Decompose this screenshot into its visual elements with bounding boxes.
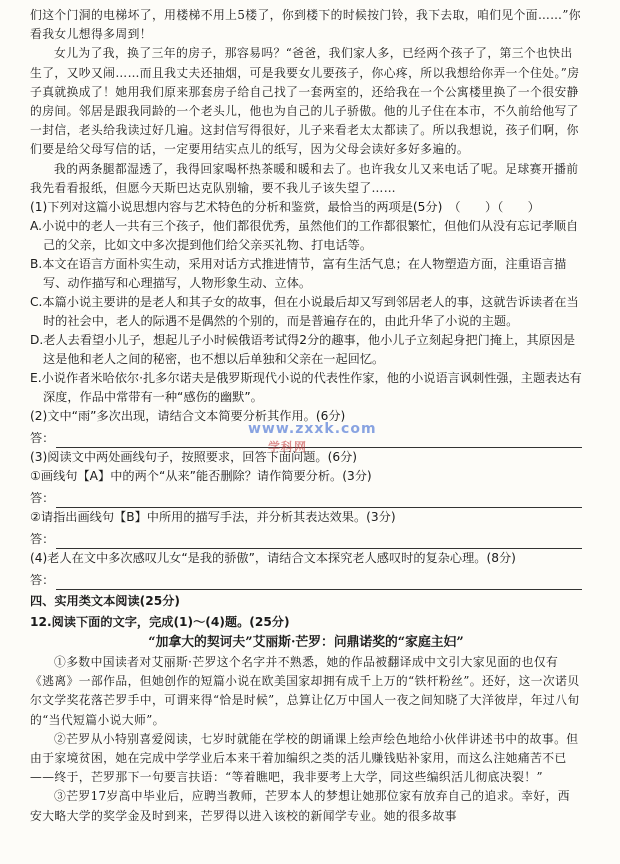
answer-label: 答：: [30, 532, 55, 547]
section-heading: 四、实用类文本阅读(25分): [30, 594, 180, 609]
option-d: D.老人去看望小儿子，想起儿子小时候俄语考试得2分的趣事，他小儿子立刻起身把门掩上，其原因是这是他和老人之间的秘密，也不想以后单独和父亲在一起回忆。: [30, 333, 576, 367]
option-c: C.本篇小说主要讲的是老人和其子女的故事，但在小说最后却又写到邻居老人的事，这就告诉读者在当时的社会中，老人的际遇不是偶然的个别的，而是普遍存在的，由此升华了小说的主题。: [30, 295, 579, 329]
article-text: [30, 653, 582, 826]
question-stem: (3)阅读文中两处画线句子，按照要求，回答下面问题。(6分): [30, 450, 358, 465]
question-12-stem: 12.阅读下面的文字，完成(1)～(4)题。(25分): [30, 615, 290, 630]
question-stem: (1)下列对这篇小说思想内容与艺术特色的分析和鉴赏，最恰当的两项是(5分) （ ）（ ）: [30, 200, 540, 215]
article-paragraph: ①多数中国读者对艾丽斯·芒罗这个名字并不熟悉，她的作品被翻译成中文引大家见面的也仅有《逃离》一部作品，但她创作的短篇小说在欧美国家却拥有成千上万的“铁杆粉丝”。还好，这一次诺贝尔文学奖花落芒罗手中，可谓来得“恰是时候”，总算让亿万中国人一夜之间知晓了大洋彼岸，年过八旬的“当代短篇小说大师”。: [30, 655, 580, 727]
story-paragraph: 女儿为了我，换了三年的房子，那容易吗？“爸爸，我们家人多，已经两个孩子了，第三个也快出生了，又吵又闹……而且我丈夫还抽烟，可是我要女儿要孩子，你心疼，所以我想给你弄一个住处。”房子真就换成了！她用我们原来那套房子给自己找了一套两室的，还给我在一个公寓楼里换了一个很安静的房间。邻居是跟我同龄的一个老头儿，他也为自己的儿子骄傲。他的儿子住在本市，不久前给他写了一封信，老头给我读过好几遍。这封信写得很好，儿子来看老太太都读了。所以我想说，孩子们啊，你们要是给父母写信的话，一定要用结实点儿的纸写，因为父母会读好多好多遍的。: [30, 46, 580, 157]
question-3: [30, 448, 582, 549]
sub-question: ②请指出画线句【B】中所用的描写手法，并分析其表达效果。(3分): [30, 510, 396, 525]
answer-blank[interactable]: [56, 433, 582, 448]
answer-label: 答：: [30, 491, 55, 506]
option-e: E.小说作者米哈依尔·扎多尔诺夫是俄罗斯现代小说的代表性作家，他的小说语言讽刺性强，主题表达有深度，作品中常带有一种“感伤的幽默”。: [30, 371, 582, 405]
article-title: “加拿大的契诃夫”艾丽斯·芒罗：问鼎诺奖的“家庭主妇”: [148, 635, 464, 651]
question-stem: (4)老人在文中多次感叹儿女“是我的骄傲”，请结合文本探究老人感叹时的复杂心理。(8分): [30, 551, 516, 566]
option-a: A.小说中的老人一共有三个孩子，他们都很优秀，虽然他们的工作都很繁忙，但他们从没有忘记孝顺自己的父亲，比如文中多次提到他们给父亲买礼物、打电话等。: [30, 219, 579, 253]
watermark-text: 学科网: [268, 440, 308, 454]
answer-line[interactable]: [30, 527, 582, 549]
answer-blank[interactable]: [56, 534, 582, 549]
answer-line[interactable]: [30, 568, 582, 590]
article-paragraph: ②芒罗从小特别喜爱阅读，七岁时就能在学校的朗诵课上绘声绘色地给小伙伴讲述书中的故事。但由于家境贫困，她在完成中学学业后本来干着加编织之类的活儿赚钱贴补家用，而这么注她痛苦不已——终于，芒罗那下一句要言扶语：“等着瞧吧，我非要考上大学，同这些编织活儿彻底决裂！”: [30, 731, 579, 785]
answer-blank[interactable]: [56, 493, 582, 508]
story-paragraph: 们这个门洞的电梯坏了，用楼梯不用上5楼了，你到楼下的时候按门铃，我下去取，咱们见个面……”你看我女儿想得多周到！: [30, 8, 582, 42]
question-2: [30, 407, 582, 448]
answer-line[interactable]: [30, 426, 582, 448]
answer-blank[interactable]: [56, 575, 582, 590]
question-1: [30, 198, 582, 407]
answer-label: 答：: [30, 573, 55, 588]
question-4: [30, 549, 582, 590]
story-text: [30, 6, 582, 198]
answer-line[interactable]: [30, 486, 582, 508]
question-stem: (2)文中“雨”多次出现，请结合文本简要分析其作用。(6分): [30, 409, 346, 424]
watermark-site: www.zxxk.com: [248, 421, 377, 437]
story-paragraph: 我的两条腿都湿透了，我得回家喝杯热茶暖和暖和去了。也许我女儿又来电话了呢。足球赛开播前我先看看报纸，但愿今天斯巴达克队别输，要不我儿子该失望了……: [30, 161, 579, 195]
article-paragraph: ③芒罗17岁高中毕业后，应聘当教师，芒罗本人的梦想让她那位家有放弃自己的追求。幸好，西安大略大学的奖学金及时到来，芒罗得以进入该校的新闻学专业。她的很多故事: [30, 789, 570, 823]
option-b: B.本文在语言方面朴实生动，采用对话方式推进情节，富有生活气息；在人物塑造方面，注重语言描写、动作描写和心理描写，人物形象生动、立体。: [30, 257, 567, 291]
answer-label: 答：: [30, 431, 55, 446]
sub-question: ①画线句【A】中的两个“从来”能否删除？请作简要分析。(3分): [30, 469, 372, 484]
